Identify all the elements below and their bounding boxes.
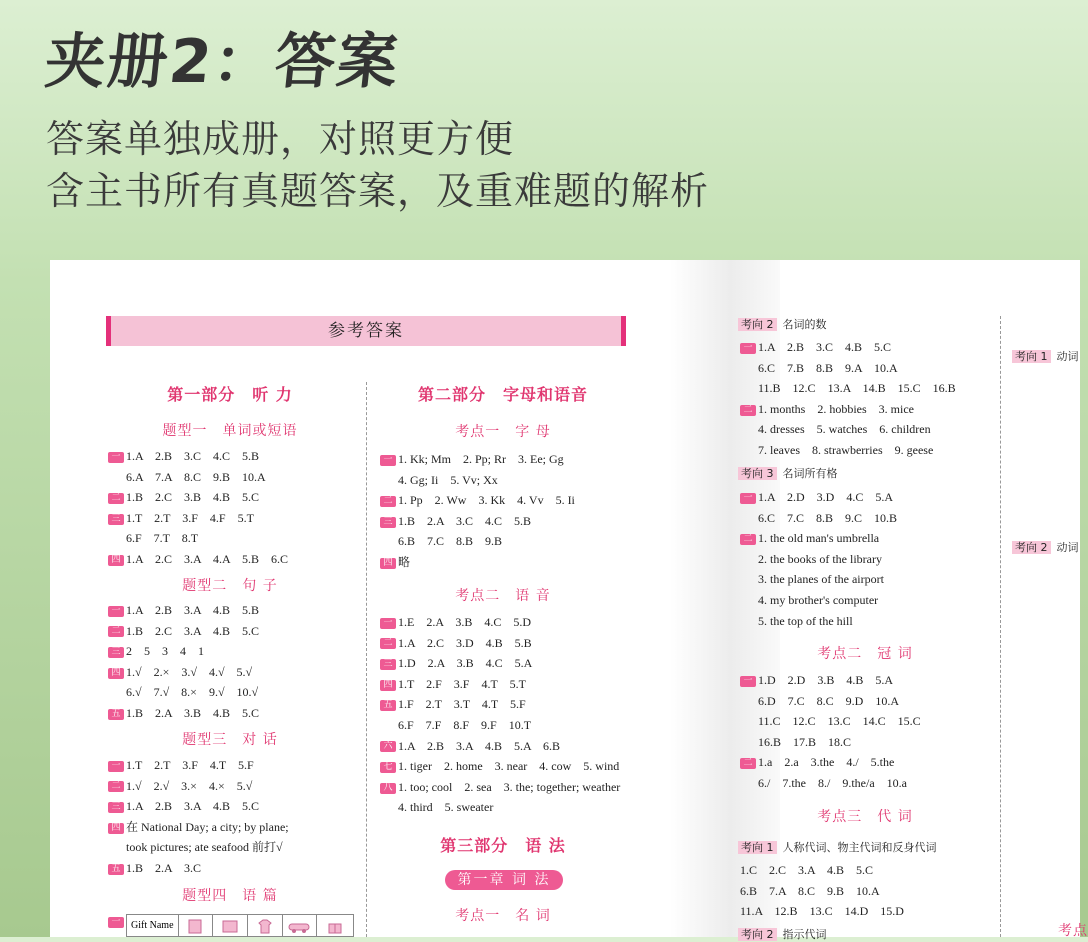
answer-text: 1. Kk; Mm 2. Pp; Rr 3. Ee; Gg: [398, 452, 564, 466]
gift-image-cell: [283, 915, 318, 936]
answer-text: 11.C 12.C 13.C 14.C 15.C: [758, 714, 921, 729]
question-marker: 一: [740, 343, 756, 354]
answer-line: [722, 883, 880, 899]
question-marker: 四: [380, 558, 396, 569]
answer-text: 1.√ 2.× 3.√ 4.√ 5.√: [126, 664, 253, 679]
kaoxiang-heading: [1012, 539, 1079, 555]
answer-line: [108, 623, 259, 639]
answer-text: 16.B 17.B 18.C: [758, 734, 852, 749]
subsection-heading: 题型一 单词或短语: [162, 423, 298, 439]
section-heading: 第一部分 听 力: [167, 385, 293, 404]
answer-text: 1.A 2.C 3.A 4.A 5.B 6.C: [126, 552, 289, 566]
answer-line: [108, 489, 259, 505]
answer-line: [740, 442, 933, 458]
answer-text: 1.A 2.C 3.D 4.B 5.B: [398, 635, 532, 650]
question-marker: 一: [108, 606, 124, 617]
question-marker: 一: [108, 452, 124, 463]
answer-line: [108, 602, 259, 618]
answer-text: 1.A 2.B 3.C 4.B 5.C: [758, 340, 892, 354]
hero-subtitle-line2: 含主书所有真题答案，及重难题的解析: [46, 169, 710, 213]
answer-text: 11.B 12.C 13.A 14.B 15.C 16.B: [758, 381, 956, 396]
answer-text: 1. tiger 2. home 3. near 4. cow 5. wind: [398, 759, 620, 774]
question-marker: 二: [380, 638, 396, 649]
question-marker: 四: [108, 555, 124, 566]
question-marker: 三: [380, 659, 396, 670]
answer-line: [380, 492, 575, 508]
answer-text: 1.F 2.T 3.T 4.T 5.F: [398, 697, 526, 712]
answer-text: 1.D 2.D 3.B 4.B 5.A: [758, 673, 894, 687]
kaoxiang-title: 动词: [1056, 541, 1079, 554]
answer-line: [108, 551, 288, 567]
answer-line: [380, 472, 498, 488]
answer-text: 6.C 7.C 8.B 9.C 10.B: [758, 510, 898, 525]
hero-title: 夹册2：答案: [41, 27, 403, 97]
gift-image-cell: [248, 915, 283, 936]
kaoxiang-heading: [1012, 348, 1079, 364]
answer-line: [740, 775, 907, 791]
answer-line: [380, 676, 526, 692]
answer-text: 1.B 2.C 3.B 4.B 5.C: [126, 490, 260, 505]
answer-line: [380, 513, 531, 529]
question-marker: 一: [108, 761, 124, 772]
answer-banner: 参考答案: [106, 316, 626, 346]
answer-text: 1.D 2.A 3.B 4.C 5.A: [398, 656, 533, 671]
answer-line: [740, 401, 914, 417]
question-marker: 一: [380, 618, 396, 629]
kaoxiang-title: 名词的数: [782, 318, 827, 331]
answer-text: took pictures; ate seafood 前打√: [126, 840, 283, 855]
gift-image-cell: [213, 915, 248, 936]
answer-line: [108, 448, 259, 464]
answer-line: [380, 696, 526, 712]
question-marker: 三: [108, 802, 124, 813]
kaoxiang-title: 指示代词: [782, 928, 827, 941]
question-marker: 一: [380, 455, 396, 466]
answer-text: 1.A 2.D 3.D 4.C 5.A: [758, 490, 894, 504]
answer-line: [108, 860, 201, 876]
answer-text: 1.A 2.B 3.A 4.B 5.A 6.B: [398, 738, 561, 753]
answer-text: 6.B 7.C 8.B 9.B: [398, 534, 503, 549]
question-marker: 一: [108, 917, 124, 928]
answer-text: 3. the planes of the airport: [758, 572, 884, 587]
answer-line: [380, 533, 502, 549]
answer-text: 5. the top of the hill: [758, 613, 853, 628]
answer-text: 1. too; cool 2. sea 3. the; together; weather: [398, 779, 621, 794]
answer-text: 6.√ 7.√ 8.× 9.√ 10.√: [126, 685, 259, 700]
gift-name-cell: Gift Name: [127, 915, 179, 936]
answer-line: [108, 510, 254, 526]
question-marker: 二: [740, 405, 756, 416]
kaoxiang-badge: 考向 2: [738, 928, 777, 941]
question-marker: 四: [108, 823, 124, 834]
answer-text: 1.C 2.C 3.A 4.B 5.C: [740, 863, 874, 877]
answer-text: 6.D 7.C 8.C 9.D 10.A: [758, 693, 900, 708]
answer-line: [740, 571, 884, 587]
question-marker: 五: [108, 864, 124, 875]
answer-line: [740, 734, 851, 750]
answer-line: [740, 339, 891, 355]
answer-line: [740, 713, 921, 729]
answer-line: [740, 421, 931, 437]
answer-text: 4. third 5. sweater: [398, 800, 494, 815]
question-marker: 三: [108, 647, 124, 658]
question-marker: 三: [380, 517, 396, 528]
question-marker: 三: [108, 514, 124, 525]
answer-line: [108, 530, 198, 546]
answer-line: [740, 510, 897, 526]
hero-subtitle-line1: 答案单独成册，对照更方便: [46, 117, 515, 161]
question-marker: 二: [380, 496, 396, 507]
answer-text: 4. dresses 5. watches 6. children: [758, 422, 931, 437]
subsection-heading: 题型四 语 篇: [182, 888, 278, 904]
answer-line: [740, 592, 878, 608]
answer-text: 1.√ 2.√ 3.× 4.× 5.√: [126, 778, 253, 793]
answer-line: [380, 554, 410, 570]
answer-line: [380, 717, 531, 733]
answer-text: 7. leaves 8. strawberries 9. geese: [758, 443, 934, 457]
answer-text: 2. the books of the library: [758, 551, 882, 566]
question-marker: 四: [380, 680, 396, 691]
subsection-heading: 题型三 对 话: [182, 732, 278, 748]
answer-book-spread: [50, 260, 1088, 941]
section-heading: 第二部分 字母和语音: [417, 385, 588, 404]
kaoxiang-badge: 考向 3: [738, 467, 777, 480]
kaoxiang-title: 动词: [1056, 350, 1079, 363]
answer-line: [740, 754, 894, 770]
subsection-heading: 考点二 语 音: [455, 588, 551, 604]
answer-text: 6.F 7.F 8.F 9.F 10.T: [398, 718, 532, 732]
kaoxiang-title: 名词所有格: [782, 467, 838, 480]
column-divider: [366, 382, 367, 937]
kaoxiang-heading: [738, 926, 827, 942]
answer-text: 1.A 2.B 3.A 4.B 5.B: [126, 603, 260, 617]
subsection-heading: 考点二 冠 词: [817, 646, 913, 662]
answer-line: [722, 903, 904, 919]
kaoxiang-badge: 考向 1: [738, 841, 777, 854]
question-marker: 七: [380, 762, 396, 773]
answer-line: [740, 360, 898, 376]
answer-line: [108, 664, 252, 680]
answer-text: 1.E 2.A 3.B 4.C 5.D: [398, 615, 532, 629]
answer-line: [740, 672, 893, 688]
answer-text: 1.A 2.B 3.A 4.B 5.C: [126, 799, 260, 814]
answer-text: 4. my brother's computer: [758, 593, 879, 607]
answer-line: [380, 738, 560, 754]
answer-line: [108, 643, 204, 659]
answer-text: 1.B 2.A 3.B 4.B 5.C: [126, 706, 260, 720]
answer-line: [380, 635, 532, 651]
question-marker: 二: [740, 758, 756, 769]
answer-text: 6.B 7.A 8.C 9.B 10.A: [740, 883, 880, 898]
answer-text: 11.A 12.B 13.C 14.D 15.D: [740, 904, 904, 919]
answer-line: [108, 798, 259, 814]
kaoxiang-badge: 考向 1: [1012, 350, 1051, 363]
answer-text: 1. months 2. hobbies 3. mice: [758, 401, 914, 416]
question-marker: 八: [380, 783, 396, 794]
subsection-heading: 考点一 字 母: [455, 424, 551, 440]
answer-text: 1.B 2.C 3.A 4.B 5.C: [126, 623, 260, 638]
answer-line: [108, 757, 254, 773]
question-marker: 一: [740, 493, 756, 504]
answer-line: [380, 758, 619, 774]
answer-line: [722, 862, 873, 878]
section-heading: 第三部分 语 法: [440, 836, 566, 855]
subsection-heading: 题型二 句 子: [182, 578, 278, 594]
answer-text: 1. Pp 2. Ww 3. Kk 4. Vv 5. Ii: [398, 493, 575, 508]
answer-line: [380, 779, 620, 795]
answer-text: 在 National Day; a city; by plane;: [126, 819, 289, 834]
kaoxiang-heading: [738, 465, 838, 481]
answer-text: 2 5 3 4 1: [126, 644, 205, 659]
question-marker: 六: [380, 741, 396, 752]
answer-text: 1.T 2.T 3.F 4.F 5.T: [126, 510, 254, 525]
question-marker: 二: [740, 534, 756, 545]
answer-line: [108, 819, 289, 835]
answer-text: 6.F 7.T 8.T: [126, 531, 199, 546]
answer-text: 1.T 2.F 3.F 4.T 5.T: [398, 676, 526, 691]
question-marker: 二: [108, 781, 124, 792]
answer-line: [740, 613, 853, 629]
kaoxiang-badge: 考向 2: [738, 318, 777, 331]
subsection-heading: 考点: [1058, 923, 1088, 939]
answer-line: [740, 693, 899, 709]
answer-line: [108, 469, 266, 485]
answer-line: [380, 614, 531, 630]
kaoxiang-badge: 考向 2: [1012, 541, 1051, 554]
gift-table: [126, 914, 354, 937]
answer-line: [740, 489, 893, 505]
answer-line: [740, 551, 882, 567]
answer-line: [108, 778, 252, 794]
column-divider: [1000, 316, 1001, 937]
kaoxiang-title: 人称代词、物主代词和反身代词: [782, 841, 937, 854]
answer-line: [108, 839, 283, 855]
question-marker: 五: [108, 709, 124, 720]
answer-line: [380, 799, 493, 815]
kaoxiang-heading: [738, 316, 827, 332]
answer-text: 6./ 7.the 8./ 9.the/a 10.a: [758, 776, 907, 790]
answer-text: 1. the old man's umbrella: [758, 531, 880, 546]
chapter-pill: 第一章 词 法: [445, 870, 563, 890]
answer-text: 1.B 2.A 3.C: [126, 861, 202, 875]
answer-line: [380, 655, 532, 671]
answer-text: 略: [398, 555, 411, 569]
answer-line: [108, 684, 258, 700]
answer-line: [740, 380, 956, 396]
answer-text: 1.a 2.a 3.the 4./ 5.the: [758, 755, 895, 770]
gift-image-cell: [179, 915, 214, 936]
answer-text: 1.A 2.B 3.C 4.C 5.B: [126, 449, 260, 463]
answer-text: 6.C 7.B 8.B 9.A 10.A: [758, 360, 898, 375]
answer-text: 1.T 2.T 3.F 4.T 5.F: [126, 758, 254, 772]
answer-text: 4. Gg; Ii 5. Vv; Xx: [398, 472, 498, 487]
kaoxiang-heading: [738, 839, 937, 855]
question-marker: 二: [108, 493, 124, 504]
answer-line: [740, 530, 879, 546]
answer-line: [108, 705, 259, 721]
question-marker: 四: [108, 668, 124, 679]
question-marker: 五: [380, 700, 396, 711]
answer-text: 6.A 7.A 8.C 9.B 10.A: [126, 469, 266, 484]
gift-image-cell: [317, 915, 353, 936]
question-marker: 二: [108, 626, 124, 637]
question-marker: 一: [740, 676, 756, 687]
answer-line: [380, 451, 564, 467]
subsection-heading: 考点一 名 词: [455, 908, 551, 924]
answer-text: 1.B 2.A 3.C 4.C 5.B: [398, 513, 532, 528]
subsection-heading: 考点三 代 词: [817, 809, 913, 825]
